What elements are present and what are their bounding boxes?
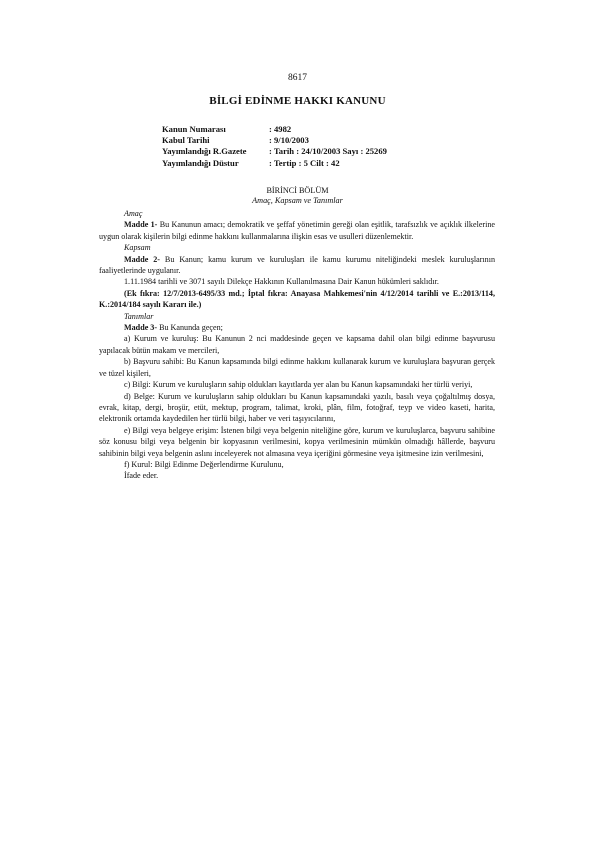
article-3: [99, 322, 495, 333]
meta-key: Kanun Numarası: [162, 124, 226, 134]
meta-row-law-number: [162, 124, 387, 135]
meta-value: : Tertip : 5 Cilt : 42: [269, 157, 340, 168]
article-2: [99, 254, 495, 277]
section-subtitle: Amaç, Kapsam ve Tanımlar: [252, 196, 343, 205]
definition-c: c) Bilgi: Kurum ve kuruluşların sahip oldukları kayıtlarda yer alan bu Kanun kapsamındaki her türlü veriyi,: [124, 380, 473, 390]
article-2-paragraph: 1.11.1984 tarihli ve 3071 sayılı Dilekçe Hakkının Kullanılmasına Dair Kanun hükümleri saklıdır.: [124, 277, 439, 287]
meta-row-acceptance-date: [162, 135, 387, 146]
meta-value: : 9/10/2003: [269, 135, 309, 146]
law-metadata: [162, 124, 387, 169]
meta-value: : 4982: [269, 124, 292, 134]
article-1: [99, 219, 495, 242]
meta-key: Yayımlandığı Düstur: [162, 157, 239, 168]
meta-key: Yayımlandığı R.Gazete: [162, 146, 247, 157]
article-label: Madde 2-: [124, 254, 160, 264]
definition-b: b) Başvuru sahibi: Bu Kanun kapsamında bilgi edinme hakkını kullanarak kurum ve kuruluşlara başvuran gerçek ve tüzel kişileri,: [99, 357, 495, 378]
definition-f: f) Kurul: Bilgi Edinme Değerlendirme Kurulunu,: [124, 459, 284, 469]
page-number: 8617: [288, 73, 307, 83]
article-text: Bu Kanun; kamu kurum ve kuruluşları ile kamu kurumu niteliğindeki meslek kuruluşlarının faaliyetlerinde uygulanır.: [99, 254, 496, 276]
article-text: Bu Kanunun amacı; demokratik ve şeffaf yönetimin gereği olan eşitlik, tarafsızlık ve açıklık ilkelerine uygun olarak kişilerin bilgi edinme hakkını kullanmalarına ilişkin esas ve usulleri düzenlemektir.: [99, 220, 495, 241]
heading-kapsam: Kapsam: [124, 243, 151, 253]
closing-text: İfade eder.: [124, 471, 159, 481]
meta-key: Kabul Tarihi: [162, 135, 210, 146]
meta-row-official-gazette: [162, 146, 387, 157]
definition-d: d) Belge: Kurum ve kuruluşların sahip oldukları bu Kanun kapsamındaki yazılı, basılı veya çoğaltılmış dosya, evrak, kitap, dergi, broşür, etüt, mektup, program, talimat, kroki, plân, film, fotoğraf, teyp ve video kaseti, harita, elektronik ortamda kaydedilen her türlü bilgi, haber ve veri taşıyıcılarını,: [99, 391, 495, 424]
amendment-note: (Ek fıkra: 12/7/2013-6495/33 md.; İptal fıkra: Anayasa Mahkemesi'nin 4/12/2014 tarihli ve E.:2013/114, K.:2014/184 sayılı Kararı ile.): [99, 288, 495, 310]
section-title: BİRİNCİ BÖLÜM: [266, 186, 329, 195]
law-title: BİLGİ EDİNME HAKKI KANUNU: [209, 95, 386, 107]
heading-tanimlar: Tanımlar: [124, 311, 154, 321]
article-text: Bu Kanunda geçen;: [157, 323, 223, 333]
meta-row-dustur: [162, 158, 387, 169]
definition-e: e) Bilgi veya belgeye erişim: İstenen bilgi veya belgenin niteliğine göre, kurum ve kuruluşlarca, başvuru sahibine söz konusu bilgi veya belgenin bir kopyasının verilmesini, kopya verilmesinin mümkün olmadığı hâllerde, başvuru sahibinin bilgi veya belgenin aslını inceleyerek not almasına veya içeriğini görmesine veya işitmesine izin verilmesini,: [99, 425, 495, 458]
article-label: Madde 3-: [124, 323, 158, 333]
meta-value: : Tarih : 24/10/2003 Sayı : 25269: [269, 146, 387, 157]
definition-a: a) Kurum ve kuruluş: Bu Kanunun 2 nci maddesinde geçen ve kapsama dahil olan bilgi edinme başvurusu yapılacak bütün makam ve mercileri,: [99, 334, 495, 355]
law-body: [99, 208, 495, 482]
article-label: Madde 1-: [124, 220, 158, 230]
heading-amac: Amaç: [124, 209, 143, 218]
